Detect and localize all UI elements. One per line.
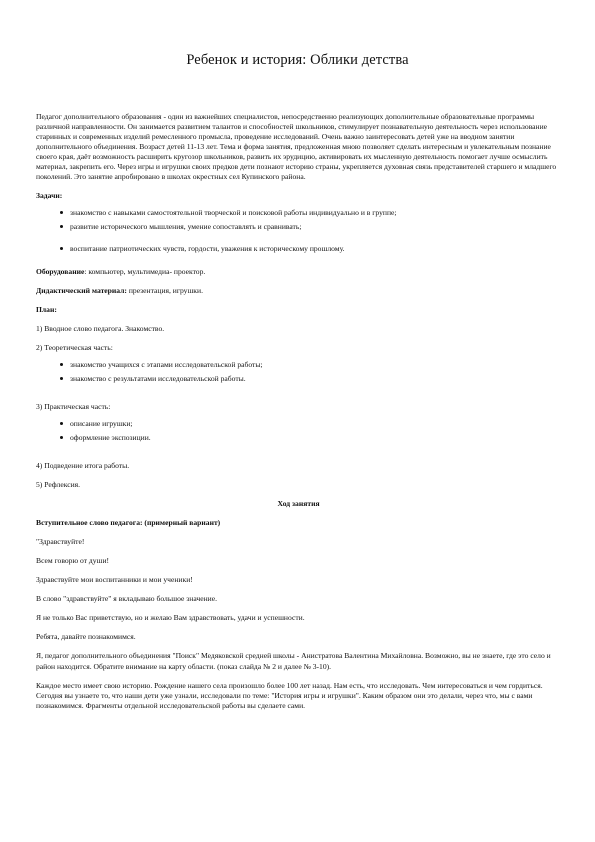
speech-line: Я не только Вас приветствую, но и желаю Вам здравствовать, удачи и успешности. (36, 613, 305, 623)
speech-paragraph: Я, педагог дополнительного объединения "Поиск" Медяковской средней школы - Анистратова Валентина Михайловна. Возможно, вы не знаете, где это село и район находится. Обратите внимание на карту области. (показ слайда № 2 и далее № 3-10). (36, 651, 551, 671)
list-item: знакомство с результатами исследовательской работы. (36, 374, 561, 384)
plan-item-5: 5) Рефлексия. (36, 480, 81, 490)
plan-label: План: (36, 305, 57, 315)
plan-2-list (36, 360, 561, 384)
list-item: оформление экспозиции. (36, 433, 561, 443)
plan-item-4: 4) Подведение итога работы. (36, 461, 130, 471)
plan-item-1: 1) Вводное слово педагога. Знакомство. (36, 324, 165, 334)
speech-line: "Здравствуйте! (36, 537, 85, 547)
list-item: развитие исторического мышления, умение сопоставлять и сравнивать; (36, 222, 561, 232)
plan-item-2: 2) Теоретическая часть: (36, 343, 113, 353)
intro-word-heading: Вступительное слово педагога: (примерный вариант) (36, 518, 221, 528)
plan-3-list (36, 419, 561, 443)
list-item: знакомство учащихся с этапами исследовательской работы; (36, 360, 561, 370)
intro-paragraph: Педагог дополнительного образования - один из важнейших специалистов, непосредственно реализующих дополнительные образовательные программы различной направленности. Он занимается развитием талантов и способностей школьников, стимулирует познавательную деятельность через использование старинных и современных изделий ремесленного промысла, проведение исследований. Очень важно заинтересовать детей уже на вводном занятии дополнительного объединения. Возраст детей 11-13 лет. Тема и форма занятия, предложенная мною позволяет сделать интересным и увлекательным познание своего края, даёт возможность расширить кругозор школьников, развить их эрудицию, активировать их мысленную деятельность помогает лучше осмыслить материал, закрепить его. Через игры и игрушки своих предков дети познают историю страны, укрепляется духовная связь представителей старшего и младшего поколений. Это занятие апробировано в школах окрестных сел Купинского района. (36, 112, 557, 182)
document-body (36, 112, 561, 720)
didactic-label: Дидактический материал: (36, 286, 127, 296)
page-title: Ребенок и история: Облики детства (186, 52, 409, 68)
speech-line: В слово "здравствуйте" я вкладываю большое значение. (36, 594, 217, 604)
list-item: воспитание патриотических чувств, гордости, уважения к историческому прошлому. (36, 244, 561, 254)
list-item: описание игрушки; (36, 419, 561, 429)
lesson-heading: Ход занятия (277, 499, 320, 509)
plan-item-3: 3) Практическая часть: (36, 402, 111, 412)
speech-line: Всем говорю от души! (36, 556, 110, 566)
equipment-label: Оборудование (36, 267, 85, 277)
equipment-line (36, 267, 561, 277)
speech-line: Здравствуйте мои воспитанники и мои ученики! (36, 575, 193, 585)
speech-paragraph: Каждое место имеет свою историю. Рождение нашего села произошло более 100 лет назад. Нам есть, что исследовать. Чем интересоваться и чем гордиться. Сегодня вы узнаете то, что наши дети уже узнали, исследовали по теме: "История игры и игрушки". Каким образом они это делали, через что, мы с вами познакомимся. Фрагменты отдельной исследовательской работы вы сделаете сами. (36, 680, 543, 710)
didactic-text: презентация, игрушки. (126, 286, 203, 296)
list-item: знакомство с навыками самостоятельной творческой и поисковой работы индивидуально и в группе; (36, 208, 561, 218)
tasks-list (36, 208, 561, 254)
equipment-text: : компьютер, мультимедиа- проектор. (84, 267, 206, 277)
didactic-line (36, 286, 561, 296)
speech-line: Ребята, давайте познакомимся. (36, 632, 136, 642)
tasks-label: Задачи: (36, 191, 63, 201)
